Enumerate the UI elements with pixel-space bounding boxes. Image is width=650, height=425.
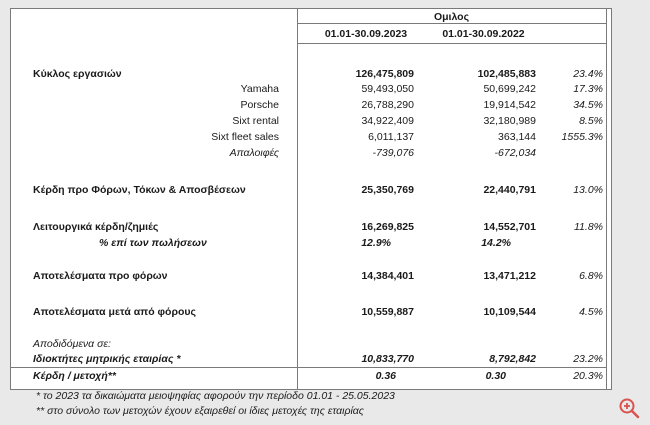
row-cur-eat: 10,559,887: [361, 306, 414, 318]
table-divider-left: [297, 9, 298, 389]
row-prev-eat: 10,109,544: [483, 306, 536, 318]
row-chg-sixt-rental: 8.5%: [579, 115, 603, 127]
row-chg-revenue: 23.4%: [573, 68, 603, 80]
row-prev-operating: 14,552,701: [483, 221, 536, 233]
row-label-revenue: Κύκλος εργασιών: [33, 68, 122, 80]
row-cur-ebitda: 25,350,769: [361, 184, 414, 196]
group-label: Ομιλος: [433, 11, 470, 23]
row-prev-ebt: 13,471,212: [483, 270, 536, 282]
financial-table: [10, 8, 612, 390]
row-label-operating: Λειτουργικά κέρδη/ζημιές: [33, 221, 159, 233]
table-divider-right: [606, 9, 607, 389]
row-label-eliminations: Απαλοιφές: [229, 147, 279, 159]
row-cur-ebt: 14,384,401: [361, 270, 414, 282]
row-cur-sixt-fleet: 6,011,137: [368, 131, 414, 143]
row-cur-margin: 12.9%: [361, 237, 391, 249]
row-chg-ebt: 6.8%: [579, 270, 603, 282]
row-label-sixt-rental: Sixt rental: [232, 115, 279, 127]
row-chg-eps: 20.3%: [573, 370, 603, 382]
row-label-ebt: Αποτελέσματα προ φόρων: [33, 270, 168, 282]
row-chg-sixt-fleet: 1555.3%: [561, 131, 603, 143]
header-rule-2: [297, 43, 606, 44]
row-prev-eps: 0.30: [485, 370, 506, 382]
row-chg-eat: 4.5%: [579, 306, 603, 318]
row-prev-ebitda: 22,440,791: [483, 184, 536, 196]
row-chg-porsche: 34.5%: [573, 99, 603, 111]
row-cur-revenue: 126,475,809: [355, 68, 414, 80]
row-cur-eps: 0.36: [375, 370, 396, 382]
row-label-margin: % επί των πωλήσεων: [99, 237, 207, 249]
row-prev-revenue: 102,485,883: [477, 68, 536, 80]
row-prev-owners: 8,792,842: [489, 353, 536, 365]
row-prev-eliminations: -672,034: [494, 147, 536, 159]
row-cur-owners: 10,833,770: [361, 353, 414, 365]
footnote-2: ** στο σύνολο των μετοχών έχουν εξαιρεθεί οι ίδιες μετοχές της εταιρίας: [36, 405, 364, 417]
row-cur-yamaha: 59,493,050: [361, 83, 414, 95]
row-label-eat: Αποτελέσματα μετά από φόρους: [33, 306, 196, 318]
row-chg-yamaha: 17.3%: [573, 83, 603, 95]
row-cur-sixt-rental: 34,922,409: [361, 115, 414, 127]
row-label-attributable: Αποδιδόμενα σε:: [33, 338, 111, 350]
row-chg-owners: 23.2%: [573, 353, 603, 365]
eps-rule: [11, 367, 606, 368]
row-label-sixt-fleet: Sixt fleet sales: [211, 131, 279, 143]
footnote-1: * το 2023 τα δικαιώματα μειοψηφίας αφορούν την περίοδο 01.01 - 25.05.2023: [36, 390, 395, 402]
row-cur-porsche: 26,788,290: [361, 99, 414, 111]
zoom-in-icon[interactable]: [617, 396, 641, 420]
row-prev-sixt-fleet: 363,144: [498, 131, 536, 143]
row-chg-ebitda: 13.0%: [573, 184, 603, 196]
period-current: 01.01-30.09.2023: [324, 28, 408, 40]
row-label-ebitda: Κέρδη προ Φόρων, Τόκων & Αποσβέσεων: [33, 184, 246, 196]
row-cur-operating: 16,269,825: [361, 221, 414, 233]
row-label-yamaha: Yamaha: [240, 83, 279, 95]
row-prev-margin: 14.2%: [481, 237, 511, 249]
period-prior: 01.01-30.09.2022: [442, 28, 525, 40]
row-prev-porsche: 19,914,542: [483, 99, 536, 111]
row-label-owners: Ιδιοκτήτες μητρικής εταιρίας *: [33, 353, 181, 365]
row-label-eps: Κέρδη / μετοχή**: [33, 370, 116, 382]
row-label-porsche: Porsche: [240, 99, 279, 111]
row-chg-operating: 11.8%: [574, 221, 603, 233]
row-prev-sixt-rental: 32,180,989: [483, 115, 536, 127]
row-prev-yamaha: 50,699,242: [483, 83, 536, 95]
row-cur-eliminations: -739,076: [372, 147, 414, 159]
